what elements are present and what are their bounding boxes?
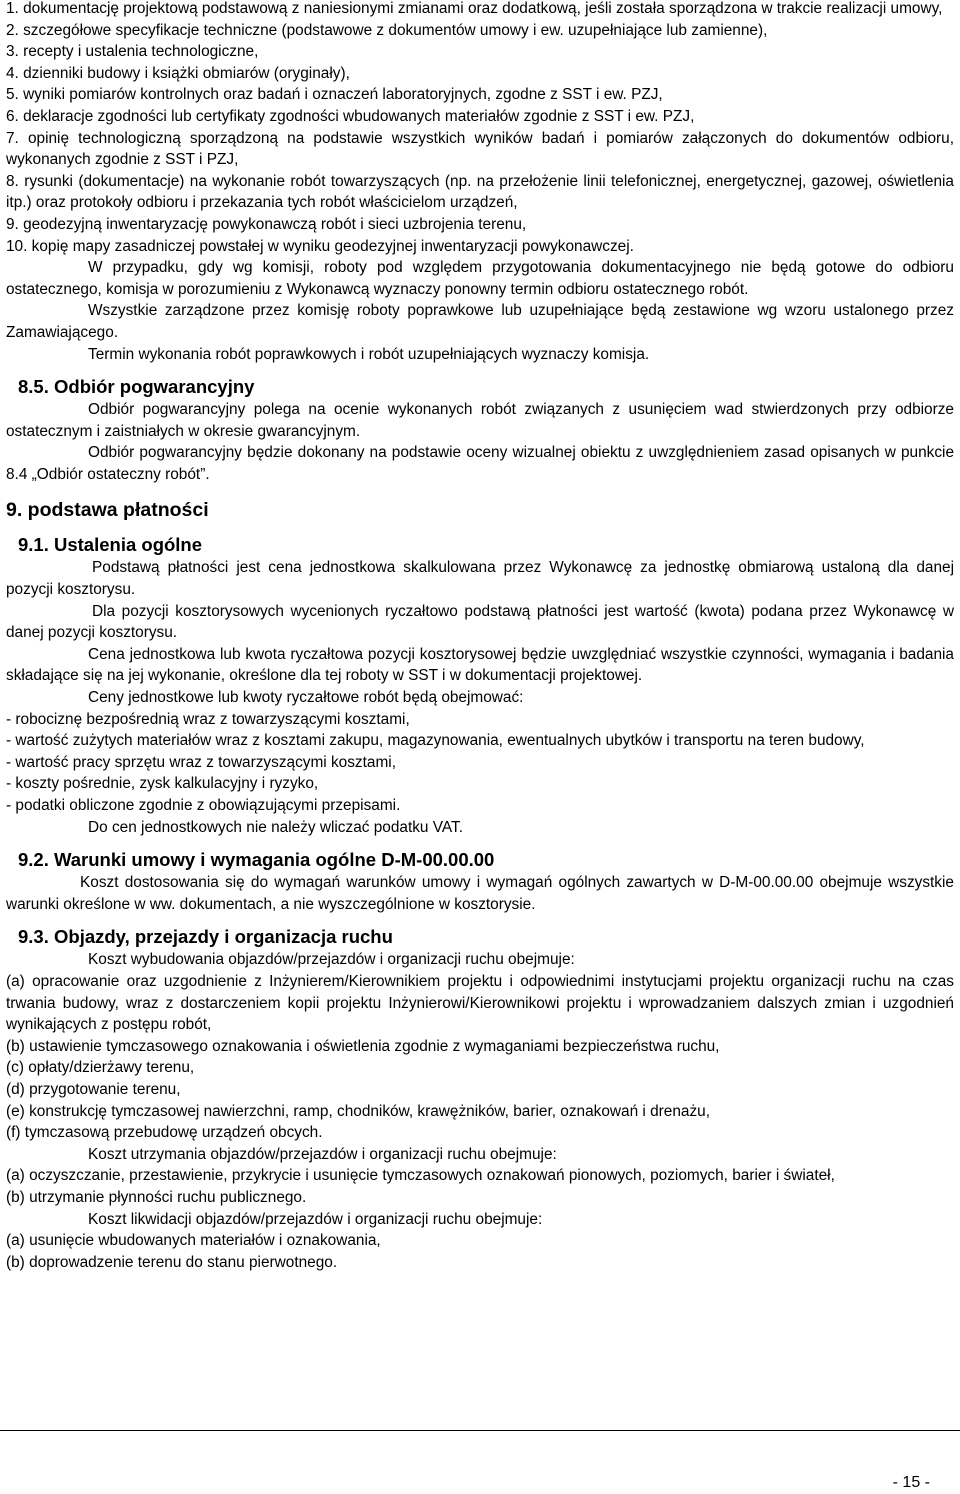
list-item: 6. deklaracje zgodności lub certyfikaty zgodności wbudowanych materiałów zgodnie z SST i ew. PZJ, xyxy=(6,107,695,125)
list-item: (f) tymczasową przebudowę urządzeń obcych. xyxy=(6,1124,323,1142)
list-item: - wartość zużytych materiałów wraz z kosztami zakupu, magazynowania, ewentualnych ubytków i transportu na teren budowy, xyxy=(6,732,865,750)
list-item: (a) usunięcie wbudowanych materiałów i oznakowania, xyxy=(6,1232,381,1250)
list-item: (b) doprowadzenie terenu do stanu pierwotnego. xyxy=(6,1253,338,1271)
paragraph: Do cen jednostkowych nie należy wliczać podatku VAT. xyxy=(88,818,463,836)
section-heading-8-5: 8.5. Odbiór pogwarancyjny xyxy=(18,376,255,398)
paragraph: Koszt dostosowania się do wymagań warunków umowy i wymagań ogólnych zawartych w D-M-00.00.00 obejmuje wszystkie warunki określone w ww. dokumentach, a nie wyszczególnione w kosztorysie. xyxy=(6,874,954,913)
paragraph: Dla pozycji kosztorysowych wycenionych ryczałtowo podstawą płatności jest wartość (kwota) podana przez Wykonawcę w danej pozycji kosztorysu. xyxy=(6,602,954,642)
paragraph: Wszystkie zarządzone przez komisję roboty poprawkowe lub uzupełniające będą zestawione wg wzoru ustalonego przez Zamawiającego. xyxy=(6,302,954,341)
paragraph: Podstawą płatności jest cena jednostkowa skalkulowana przez Wykonawcę za jednostkę obmiarową ustaloną dla danej pozycji kosztorysu. xyxy=(6,559,954,599)
paragraph: W przypadku, gdy wg komisji, roboty pod względem przygotowania dokumentacyjnego nie będą gotowe do odbioru ostatecznego, komisja w porozumieniu z Wykonawcą wyznaczy ponowny termin odbioru ostatecznego robót. xyxy=(6,259,954,298)
paragraph: Termin wykonania robót poprawkowych i robót uzupełniających wyznaczy komisja. xyxy=(88,345,650,363)
list-item: (a) oczyszczanie, przestawienie, przykrycie i usunięcie tymczasowych oznakowań pionowych, poziomych, barier i świateł, xyxy=(6,1167,835,1185)
list-item: 9. geodezyjną inwentaryzację powykonawczą robót i sieci uzbrojenia terenu, xyxy=(6,215,527,233)
paragraph: Ceny jednostkowe lub kwoty ryczałtowe robót będą obejmować: xyxy=(88,689,524,707)
construction-cost-list xyxy=(6,971,954,1144)
list-item: (a) opracowanie oraz uzgodnienie z Inżynierem/Kierownikiem projektu i odpowiednimi instytucjami projektu organizacji ruchu na czas trwania budowy, wraz z dostarczeniem kopii projektu Inżynierowi/Kierownikowi projektu i wprowadzaniem dalszych zmian i uzgodnień wynikających z postępu robót, xyxy=(6,972,954,1034)
list-item: - robociznę bezpośrednią wraz z towarzyszącymi kosztami, xyxy=(6,710,410,728)
section-heading-9: 9. podstawa płatności xyxy=(6,499,209,522)
page-number: - 15 - xyxy=(892,1474,930,1491)
list-item: - koszty pośrednie, zysk kalkulacyjny i ryzyko, xyxy=(6,775,319,793)
removal-cost-list xyxy=(6,1230,954,1273)
documents-list xyxy=(6,0,954,257)
maintenance-cost-list xyxy=(6,1165,954,1208)
paragraph: Koszt utrzymania objazdów/przejazdów i organizacji ruchu obejmuje: xyxy=(88,1145,557,1163)
paragraph: Odbiór pogwarancyjny będzie dokonany na podstawie oceny wizualnej obiektu z uwzględnieniem zasad opisanych w punkcie 8.4 „Odbiór ostateczny robót”. xyxy=(6,444,954,483)
list-item: - wartość pracy sprzętu wraz z towarzyszącymi kosztami, xyxy=(6,753,396,771)
cost-components-list xyxy=(6,709,954,817)
list-item: 2. szczegółowe specyfikacje techniczne (podstawowe z dokumentów umowy i ew. uzupełniające lub zamienne), xyxy=(6,21,768,39)
section-heading-9-3: 9.3. Objazdy, przejazdy i organizacja ruchu xyxy=(18,926,393,948)
list-item: - podatki obliczone zgodnie z obowiązującymi przepisami. xyxy=(6,797,401,814)
list-item: (d) przygotowanie terenu, xyxy=(6,1080,181,1098)
list-item: (e) konstrukcję tymczasowej nawierzchni, ramp, chodników, krawężników, barier, oznakowań i drenażu, xyxy=(6,1102,711,1120)
paragraph: Odbiór pogwarancyjny polega na ocenie wykonanych robót związanych z usunięciem wad stwierdzonych przy odbiorze ostatecznym i zaistniałych w okresie gwarancyjnym. xyxy=(6,401,954,440)
section-heading-9-2: 9.2. Warunki umowy i wymagania ogólne D-M-00.00.00 xyxy=(18,849,495,871)
footer-divider xyxy=(0,1430,960,1431)
list-item: 7. opinię technologiczną sporządzoną na podstawie wszystkich wyników badań i pomiarów załączonych do dokumentów odbioru, wykonanych zgodnie z SST i PZJ, xyxy=(6,129,954,169)
list-item: 1. dokumentację projektową podstawową z naniesionymi zmianami oraz dodatkową, jeśli została sporządzona w trakcie realizacji umowy, xyxy=(6,0,943,17)
paragraph: Cena jednostkowa lub kwota ryczałtowa pozycji kosztorysowej będzie uwzględniać wszystkie czynności, wymagania i badania składające się na jej wykonanie, określone dla tej roboty w SST i w dokumentacji projektowej. xyxy=(6,645,954,685)
list-item: (b) ustawienie tymczasowego oznakowania i oświetlenia zgodnie z wymaganiami bezpieczeństwa ruchu, xyxy=(6,1037,720,1055)
section-heading-9-1: 9.1. Ustalenia ogólne xyxy=(18,534,203,556)
paragraph: Koszt likwidacji objazdów/przejazdów i organizacji ruchu obejmuje: xyxy=(88,1210,543,1228)
document-page xyxy=(6,0,954,1273)
list-item: 5. wyniki pomiarów kontrolnych oraz badań i oznaczeń laboratoryjnych, zgodne z SST i ew. PZJ, xyxy=(6,86,663,104)
list-item: 4. dzienniki budowy i książki obmiarów (oryginały), xyxy=(6,64,350,82)
list-item: (b) utrzymanie płynności ruchu publicznego. xyxy=(6,1188,307,1206)
list-item: 10. kopię mapy zasadniczej powstałej w wyniku geodezyjnej inwentaryzacji powykonawczej. xyxy=(6,237,634,255)
list-item: (c) opłaty/dzierżawy terenu, xyxy=(6,1059,195,1077)
list-item: 8. rysunki (dokumentacje) na wykonanie robót towarzyszących (np. na przełożenie linii telefonicznej, energetycznej, gazowej, oświetlenia itp.) oraz protokoły odbioru i przekazania tych robót właścicielom urządzeń, xyxy=(6,172,954,212)
list-item: 3. recepty i ustalenia technologiczne, xyxy=(6,43,259,61)
paragraph: Koszt wybudowania objazdów/przejazdów i organizacji ruchu obejmuje: xyxy=(88,951,575,969)
